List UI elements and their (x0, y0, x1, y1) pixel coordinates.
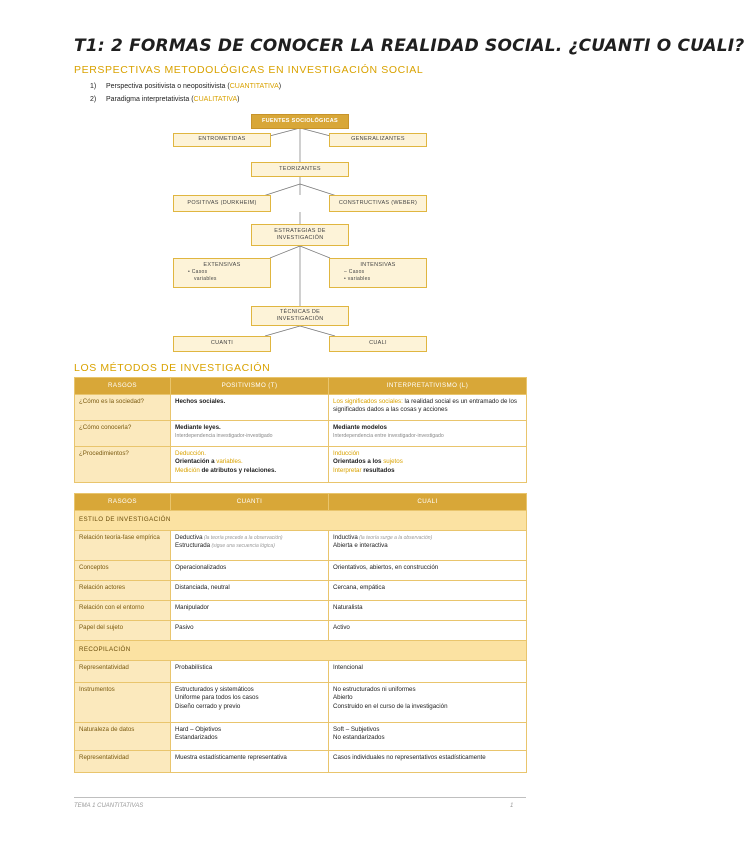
row-key: Instrumentos (75, 683, 171, 723)
connector-line (300, 326, 335, 336)
cell-text: la realidad social es un entramado de los significados dados a las cosas y acciones (333, 398, 518, 414)
cell-text: Orientados a los (333, 458, 384, 466)
cell-text: Deductiva (175, 534, 203, 541)
cell: Operacionalizados (171, 561, 329, 581)
cell (171, 421, 329, 447)
intensivas-casos: Casos (348, 269, 365, 276)
row-key: Relación teoría-fase empírica (75, 531, 171, 561)
footer-divider (74, 797, 526, 798)
table-row (75, 395, 527, 421)
cell: Naturalista (329, 601, 527, 621)
diagram-box-estrategias: ESTRATEGIAS DE INVESTIGACIÓN (251, 224, 349, 246)
cell-highlight: Inducción (333, 450, 360, 457)
cell-line: No estructurados ni uniformes (333, 686, 416, 693)
cell: Muestra estadísticamente representativa (171, 751, 329, 773)
cell: Orientativos, abiertos, en construcción (329, 561, 527, 581)
cell-text: Abierta e interactiva (333, 542, 388, 550)
cell-text: Mediante leyes. (175, 424, 221, 431)
connector-line (265, 326, 300, 336)
cell-line: Uniforme para todos los casos (175, 694, 259, 702)
intensivas-title: INTENSIVAS (360, 262, 396, 268)
section-label: RECOPILACIÓN (75, 641, 527, 661)
cell (329, 447, 527, 483)
list-text: Perspectiva positivista o neopositivista ( (106, 83, 230, 90)
list-highlight: CUALITATIVA (193, 96, 238, 103)
cell-highlight: variables. (216, 458, 243, 466)
cell-note: (sigue una secuencia lógica) (210, 543, 275, 550)
row-key: Representatividad (75, 751, 171, 773)
cell-line: Diseño cerrado y previo (175, 702, 241, 710)
cell-line: Hard – Objetivos (175, 726, 222, 733)
cell-text: Estructurada (175, 542, 211, 550)
cell-highlight: Medición (175, 466, 200, 474)
page-title: T1: 2 FORMAS DE CONOCER LA REALIDAD SOCIAL. ¿CUANTI O CUALI? (74, 36, 744, 56)
diagram-box-cuali: CUALI (329, 336, 427, 352)
table-row (75, 683, 527, 723)
list-number: 1) (90, 83, 97, 90)
cell: Probabilística (171, 661, 329, 683)
cell-line: No estandarizados (333, 734, 385, 742)
intensivas-item: – Casos (344, 269, 365, 276)
extensivas-casos: Casos (191, 269, 208, 276)
cell-note: (la teoría precede a la observación) (202, 535, 283, 541)
header-cell: INTERPRETATIVISMO (L) (329, 378, 527, 395)
table-row (75, 723, 527, 751)
cell-note: Interdependencia investigador-investigado (175, 433, 273, 440)
extensivas-item (180, 276, 217, 283)
list-highlight: CUANTITATIVA (229, 83, 279, 90)
intensivas-variables: variables (347, 275, 371, 282)
section-label: ESTILO DE INVESTIGACIÓN (75, 511, 527, 531)
cell (329, 531, 527, 561)
diagram-box-constructivas: CONSTRUCTIVAS (WEBER) (329, 195, 427, 212)
cell-highlight: Los significados sociales: (333, 398, 403, 405)
table-row (75, 447, 527, 483)
diagram-box-cuanti: CUANTI (173, 336, 271, 352)
table-row (75, 601, 527, 621)
table-row (75, 561, 527, 581)
diagram-box-positivas: POSITIVAS (DURKHEIM) (173, 195, 271, 212)
section-row (75, 511, 527, 531)
cell: Casos individuales no representativos estadísticamente (329, 751, 527, 773)
section-heading-perspectivas: PERSPECTIVAS METODOLÓGICAS EN INVESTIGACIÓN SOCIAL (74, 64, 424, 76)
row-key: Conceptos (75, 561, 171, 581)
row-key: Naturaleza de datos (75, 723, 171, 751)
table-header-row (75, 378, 527, 395)
cell (171, 447, 329, 483)
list-end: ) (237, 96, 240, 103)
header-cell: RASGOS (75, 378, 171, 395)
cell-text: Mediante modelos (333, 424, 387, 431)
cell-text: Hechos sociales. (175, 398, 226, 405)
extensivas-item: • Casos (188, 269, 208, 276)
cell-text: Inductiva (333, 534, 358, 541)
cell (329, 683, 527, 723)
cell (171, 723, 329, 751)
table-header-row (75, 494, 527, 511)
table-row (75, 751, 527, 773)
cell-line: Soft – Subjetivos (333, 726, 380, 733)
connector-line (270, 246, 300, 258)
cell (171, 395, 329, 421)
diagram-box-intensivas (329, 258, 427, 288)
cell: Intencional (329, 661, 527, 683)
list-item (90, 96, 239, 103)
row-key: ¿Cómo es la sociedad? (75, 395, 171, 421)
list-number: 2) (90, 96, 97, 103)
diagram-box-fuentes: FUENTES SOCIOLÓGICAS (251, 114, 349, 129)
cell-highlight: Deducción. (175, 450, 206, 457)
table-positivismo-interpretativismo (74, 377, 527, 483)
list-end: ) (278, 83, 282, 90)
header-cell: CUANTI (171, 494, 329, 511)
page-number: 1 (510, 803, 514, 809)
intensivas-item: • variables (344, 275, 371, 282)
header-cell: CUALI (329, 494, 527, 511)
cell-line: Estandarizados (175, 734, 218, 742)
table-row (75, 621, 527, 641)
diagram-box-tecnicas: TÉCNICAS DE INVESTIGACIÓN (251, 306, 349, 326)
cell-highlight: Interpretar (333, 466, 362, 474)
table-row (75, 421, 527, 447)
row-key: Papel del sujeto (75, 621, 171, 641)
row-key: ¿Procedimientos? (75, 447, 171, 483)
list-text: Paradigma interpretativista ( (106, 96, 194, 103)
connector-line (300, 246, 330, 258)
footer-label: TEMA 1 CUANTITATIVAS (74, 803, 144, 809)
cell: Manipulador (171, 601, 329, 621)
cell-note: (la teoría surge a la observación) (357, 535, 433, 541)
diagram-box-extensivas (173, 258, 271, 288)
cell (329, 395, 527, 421)
table-row (75, 661, 527, 683)
extensivas-variables: variables (194, 275, 217, 282)
list-item (90, 83, 281, 90)
table-row (75, 581, 527, 601)
cell: Activo (329, 621, 527, 641)
cell: Pasivo (171, 621, 329, 641)
cell-line: Construido en el curso de la investigación (333, 702, 448, 710)
cell (171, 683, 329, 723)
section-row (75, 641, 527, 661)
row-key: Relación actores (75, 581, 171, 601)
cell (329, 421, 527, 447)
row-key: Representatividad (75, 661, 171, 683)
cell-text: resultados (361, 466, 395, 474)
diagram-box-generalizantes: GENERALIZANTES (329, 133, 427, 147)
row-key: ¿Cómo conocerla? (75, 421, 171, 447)
cell-text: Orientación a (175, 458, 217, 466)
cell (329, 723, 527, 751)
cell-line: Abierto (333, 694, 353, 702)
table-row (75, 531, 527, 561)
diagram-box-teorizantes: TEORIZANTES (251, 162, 349, 177)
extensivas-title: EXTENSIVAS (203, 262, 241, 268)
header-cell: POSITIVISMO (T) (171, 378, 329, 395)
cell-line: Estructurados y sistemáticos (175, 686, 254, 693)
table-cuanti-cuali (74, 493, 527, 773)
section-heading-metodos: LOS MÉTODOS DE INVESTIGACIÓN (74, 362, 271, 374)
diagram-box-entrometidas: ENTROMETIDAS (173, 133, 271, 147)
cell: Distanciada, neutral (171, 581, 329, 601)
cell-highlight: sujetos (383, 458, 403, 466)
header-cell: RASGOS (75, 494, 171, 511)
cell-note: Interdependencia entre investigador-investigado (333, 433, 444, 440)
row-key: Relación con el entorno (75, 601, 171, 621)
cell: Cercana, empática (329, 581, 527, 601)
cell-text: de atributos y relaciones. (199, 466, 277, 474)
cell (171, 531, 329, 561)
